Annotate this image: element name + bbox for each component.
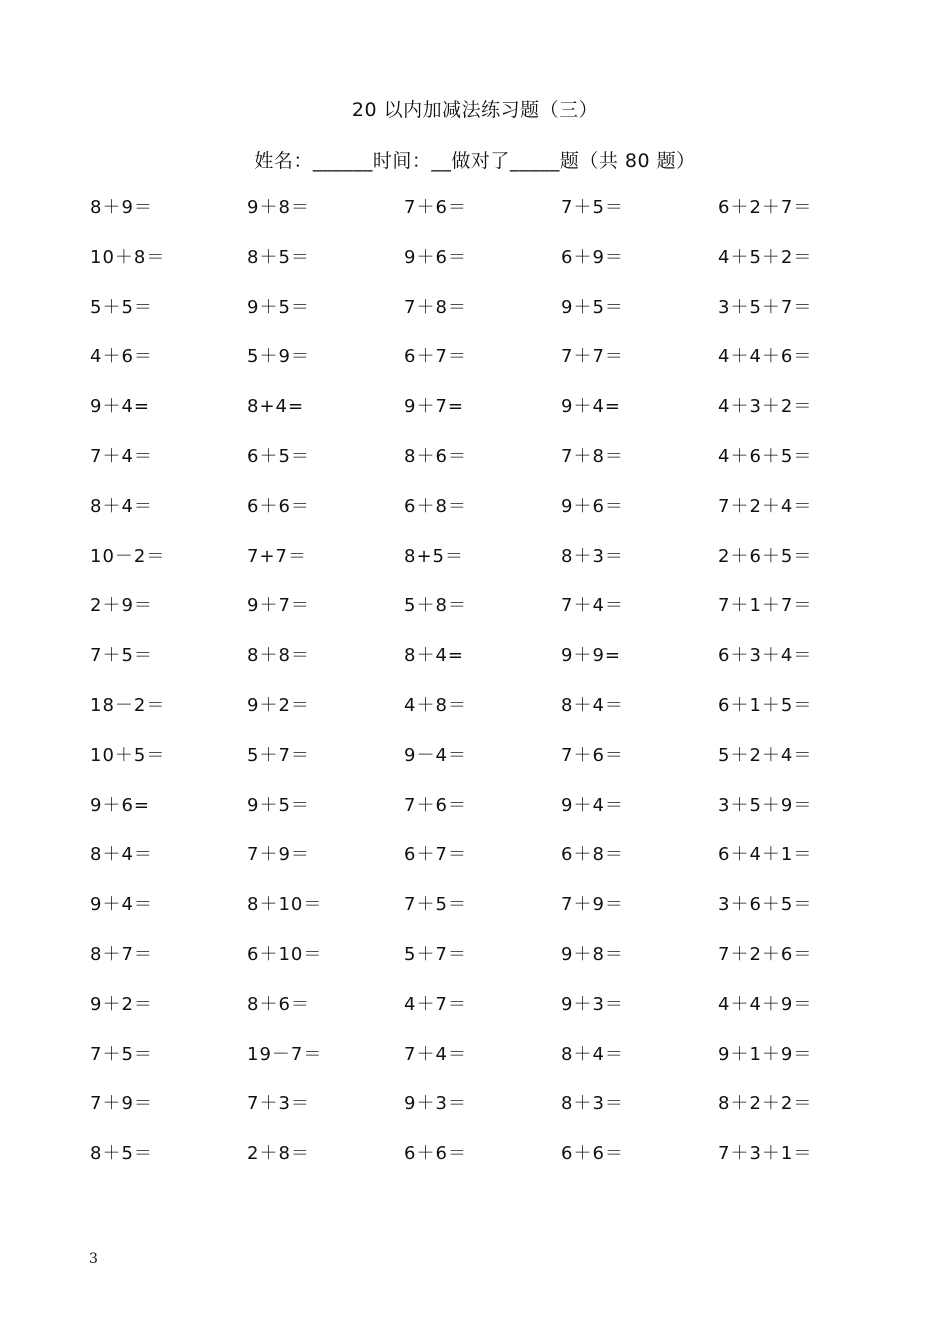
problem-item: 7＋8＝ <box>561 445 624 467</box>
problem-item: 7＋6＝ <box>404 794 467 816</box>
problem-item: 4＋4＋6＝ <box>718 346 813 368</box>
problem-item: 9＋9= <box>561 645 621 667</box>
problem-item: 9＋8＝ <box>247 197 310 218</box>
problem-item: 9＋7= <box>404 396 464 418</box>
problem-item: 9－4＝ <box>404 744 467 766</box>
problem-item: 7＋9＝ <box>561 894 624 916</box>
problem-item: 4＋4＋9＝ <box>718 993 813 1015</box>
problem-item: 5＋9＝ <box>247 346 310 368</box>
page-title: 20 以内加减法练习题（三） <box>351 99 599 121</box>
problem-item: 9＋3＝ <box>561 993 624 1015</box>
problem-item: 2＋9＝ <box>90 595 153 617</box>
problem-item: 9＋5＝ <box>247 794 310 816</box>
problem-item: 8＋9＝ <box>90 197 153 218</box>
problem-item: 8＋8＝ <box>247 645 310 667</box>
problem-item: 6＋5＝ <box>247 445 310 467</box>
problem-item: 6＋4＋1＝ <box>718 844 813 866</box>
problem-item: 8＋4= <box>404 645 464 667</box>
problem-item: 9＋2＝ <box>90 993 153 1015</box>
problem-item: 8＋4＝ <box>90 844 153 866</box>
problem-item: 9＋2＝ <box>247 694 310 716</box>
problem-item: 5＋8＝ <box>404 595 467 617</box>
problem-item: 10＋5＝ <box>90 744 166 766</box>
problem-item: 6＋10＝ <box>247 943 323 965</box>
problem-item: 7＋2＋4＝ <box>718 495 813 517</box>
problem-item: 8＋3＝ <box>561 1093 624 1115</box>
problem-item: 6＋6＝ <box>247 495 310 517</box>
problem-item: 6＋6＝ <box>561 1143 624 1165</box>
problem-item: 7＋6＝ <box>404 197 467 218</box>
problem-item: 3＋5＋9＝ <box>718 794 813 816</box>
problem-item: 7＋1＋7＝ <box>718 595 813 617</box>
problem-item: 4＋7＝ <box>404 993 467 1015</box>
problem-item: 8+4= <box>247 396 305 418</box>
problem-item: 6＋7＝ <box>404 346 467 368</box>
problem-item: 9＋3＝ <box>404 1093 467 1115</box>
problem-item: 9＋7＝ <box>247 595 310 617</box>
problem-item: 8＋10＝ <box>247 894 323 916</box>
problem-item: 9＋6= <box>90 794 150 816</box>
problem-item: 7＋5＝ <box>561 197 624 218</box>
problem-item: 8＋6＝ <box>247 993 310 1015</box>
problem-item: 8+5＝ <box>404 545 464 567</box>
problem-item: 9＋6＝ <box>561 495 624 517</box>
problem-item: 7＋5＝ <box>90 1043 153 1065</box>
problem-item: 2＋6＋5＝ <box>718 545 813 567</box>
problem-item: 10－2＝ <box>90 545 166 567</box>
problem-item: 7+7＝ <box>247 545 307 567</box>
problem-item: 10＋8＝ <box>90 246 166 268</box>
problem-item: 8＋2＋2＝ <box>718 1093 813 1115</box>
problem-item: 9＋4＝ <box>90 894 153 916</box>
problem-item: 5＋5＝ <box>90 296 153 318</box>
worksheet-header: 姓名：______时间：__做对了_____题（共 80 题） <box>254 150 696 172</box>
problem-item: 9＋5＝ <box>561 296 624 318</box>
problem-grid <box>90 183 890 1179</box>
problem-item: 4＋5＋2＝ <box>718 246 813 268</box>
problem-item: 7＋4＝ <box>404 1043 467 1065</box>
problem-item: 8＋5＝ <box>90 1143 153 1165</box>
problem-item: 9＋8＝ <box>561 943 624 965</box>
problem-item: 6＋8＝ <box>561 844 624 866</box>
problem-item: 7＋3＋1＝ <box>718 1143 813 1165</box>
problem-item: 9＋4= <box>561 396 621 418</box>
problem-item: 9＋5＝ <box>247 296 310 318</box>
problem-item: 7＋4＝ <box>90 445 153 467</box>
problem-item: 9＋4＝ <box>561 794 624 816</box>
problem-item: 8＋5＝ <box>247 246 310 268</box>
problem-item: 8＋3＝ <box>561 545 624 567</box>
problem-item: 3＋6＋5＝ <box>718 894 813 916</box>
problem-item: 6＋2＋7＝ <box>718 197 813 218</box>
problem-item: 19－7＝ <box>247 1043 323 1065</box>
problem-item: 7＋8＝ <box>404 296 467 318</box>
page-number: 3 <box>89 1251 98 1267</box>
problem-item: 5＋7＝ <box>247 744 310 766</box>
problem-item: 8＋4＝ <box>561 1043 624 1065</box>
problem-item: 7＋4＝ <box>561 595 624 617</box>
problem-item: 5＋7＝ <box>404 943 467 965</box>
problem-item: 7＋5＝ <box>404 894 467 916</box>
problem-item: 9＋6＝ <box>404 246 467 268</box>
problem-item: 7＋5＝ <box>90 645 153 667</box>
problem-item: 6＋9＝ <box>561 246 624 268</box>
problem-item: 4＋3＋2＝ <box>718 396 813 418</box>
problem-item: 5＋2＋4＝ <box>718 744 813 766</box>
problem-item: 6＋8＝ <box>404 495 467 517</box>
problem-item: 8＋4＝ <box>561 694 624 716</box>
problem-item: 7＋3＝ <box>247 1093 310 1115</box>
problem-item: 8＋4＝ <box>90 495 153 517</box>
problem-item: 4＋6＋5＝ <box>718 445 813 467</box>
problem-item: 7＋6＝ <box>561 744 624 766</box>
problem-item: 7＋9＝ <box>247 844 310 866</box>
problem-item: 8＋6＝ <box>404 445 467 467</box>
problem-item: 6＋3＋4＝ <box>718 645 813 667</box>
problem-item: 7＋2＋6＝ <box>718 943 813 965</box>
problem-item: 2＋8＝ <box>247 1143 310 1165</box>
problem-item: 9＋4= <box>90 396 150 418</box>
problem-item: 6＋1＋5＝ <box>718 694 813 716</box>
problem-item: 7＋9＝ <box>90 1093 153 1115</box>
problem-item: 3＋5＋7＝ <box>718 296 813 318</box>
problem-item: 8＋7＝ <box>90 943 153 965</box>
problem-item: 9＋1＋9＝ <box>718 1043 813 1065</box>
problem-item: 7＋7＝ <box>561 346 624 368</box>
problem-item: 4＋6＝ <box>90 346 153 368</box>
problem-item: 4＋8＝ <box>404 694 467 716</box>
problem-item: 18－2＝ <box>90 694 166 716</box>
problem-item: 6＋7＝ <box>404 844 467 866</box>
problem-item: 6＋6＝ <box>404 1143 467 1165</box>
